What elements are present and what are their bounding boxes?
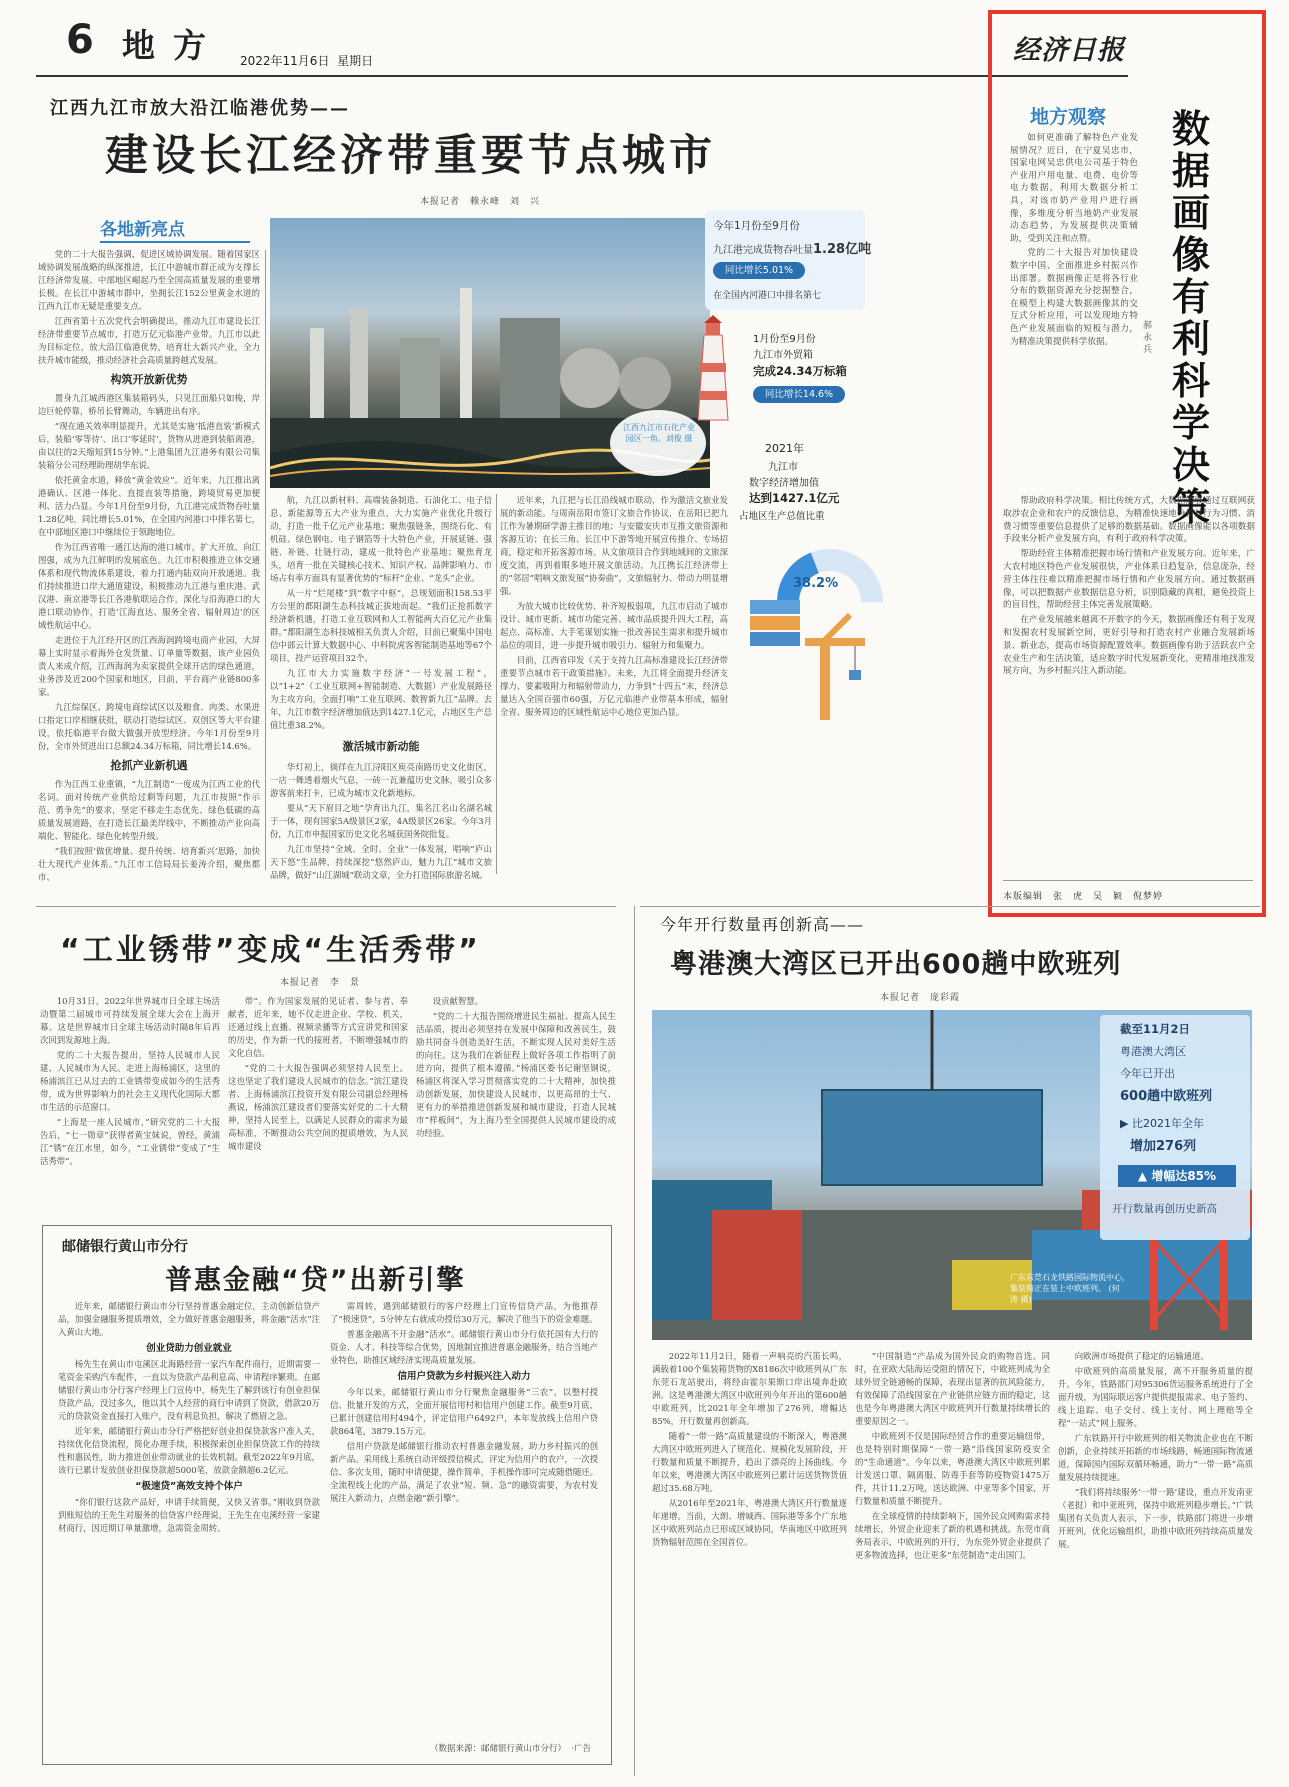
stat3-text3: 占地区生产总值比重: [739, 511, 825, 522]
weekday-text: 星期日: [337, 54, 374, 68]
rustbelt-col3: [416, 995, 616, 1210]
bank-data-source: [430, 1742, 591, 1754]
gba-info-l5: [1118, 1165, 1236, 1187]
up-triangle-icon: ▲: [1137, 1169, 1152, 1183]
jiujiang-byline: 本报记者 赖永峰 刘 兴: [419, 197, 540, 207]
gba-c3-p1: 向欧洲市场提供了稳定的运输通道。: [1074, 1351, 1209, 1361]
gba-c2-p3: 在全球疫情的持续影响下，国外民众网购需求持续增长，外贸企业迎来了新的机遇和挑战。东莞市商务局表示，中欧班列的开行，为东莞外贸企业提供了更多物流选择，也让更多“东莞制造”走出国门。: [855, 1511, 1050, 1560]
observation-body-bottom: [1003, 495, 1255, 875]
rustbelt-c1-p2: 党的二十大报告提出，坚持人民城市人民建、人民城市为人民。走进上海杨浦区，这里的杨浦滨江已从过去的工业锈带变成如今的生活秀带，成为世界影响力的社会主义现代化国际大都市生活的示范窗口。: [40, 1050, 220, 1112]
col3-para-2: 为放大城市比较优势、补齐短板弱项，九江市启动了城市设计、城市更新、城市功能完善、城市品质提升四大工程，高起点、高标准、大手笔谋划实施一批改善民生需求和提升城市品位的项目，进一步提升城市吸引力、辐射力和集聚力。: [500, 601, 728, 650]
gba-photo-caption: 广东东莞石龙铁路国际物流中心，集装箱正在装上中欧班列。 (何 涛 摄): [1010, 1273, 1130, 1304]
gba-c2-p1: “中国制造”产品成为国外民众的购物首选。同时，在亚欧大陆海运受阻的情况下，中欧班列成为全球外贸全链通畅的保障，表现出显著的抗风险能力，有效保障了沿线国家在产业链供应链方面的稳定，这也是今年粤港澳大湾区中欧班列开行数量持续增长的重要原因之一。: [855, 1351, 1050, 1426]
col2-para-1: 航，九江以新材料、高端装备制造、石油化工、电子信息、新能源等五大产业为重点，大力实施产业优化升级行动，打造一批千亿元产业基地；聚焦强链条，围绕石化、有机硅、绿色钢电、电子钢箔等十大特色产业，开展延链、强链、补链、壮链行动，建成一批特色产业基地；聚焦育龙头，培育一批在关键核心技术、知识产权、品牌影响力、市场占有率方面具有显著优势的“标杆”企业、“龙头”企业。: [270, 495, 492, 583]
rule-jiujiang-col1: [265, 250, 266, 870]
bank-c1-p4: “你们银行这款产品好，申请手续简便，又快又省事。”刚收到贷款到账短信的王先生对服务的信贷客户经理说，王先生在屯溪经营一家建材商行，因近期订单量激增，急需资金周转。: [58, 1497, 320, 1533]
rustbelt-col1: [40, 995, 220, 1210]
gba-info-l5-text: 增幅达85%: [1151, 1169, 1217, 1183]
bank-subhead-1: 创业贷助力创业就业: [146, 1343, 232, 1354]
bank-c1-p1: 近年来，邮储银行黄山市分行坚持普惠金融定位，主动创新信贷产品，加强金融服务提质增效，全力做好普惠金融服务，将金融“活水”注入黄山大地。: [58, 1301, 320, 1337]
page-editors: 本版编辑 张 虎 吴 颖 倪梦婷: [1003, 892, 1164, 902]
bank-headline: 普惠金融“贷”出新引擎: [165, 1265, 466, 1296]
bank-c2-p4: 信用户贷款是邮储银行推动农村普惠金融发展、助力乡村振兴的创新产品。采用线上系统自动评级授信模式，评定为信用户的农户，一次授信、多次支用，随时申请便捷，操作简单，手机操作即可完成随借随还。全流程线上化的产品，满足了农业“短、频、急”的融资需要，为农村发展注入新动力，点燃金融“新引擎”。: [330, 1441, 598, 1503]
col1-para-5: 走进位于九江经开区的江西海润跨境电商产业园，大屏幕上实时显示着海外仓发货量、订单量等数据，该产业园负责人来成介绍，江西海润为卖家提供全球开店的绿色通道，业务涉及近200个国家和地区，目前，平台商产业链800多家。: [38, 635, 260, 697]
rustbelt-headline: “工业锈带”变成“生活秀带”: [60, 933, 481, 968]
col2b-para-2: 要从“天下眉目之地”孕育出九江，集名江名山名湖名城于一体，现有国家5A级景区2家，4A级景区26家。今年3月份，九江市申报国家历史文化名城获国务院批复。: [270, 803, 492, 839]
gba-c3-p3: 广东铁路开行中欧班列的相关物流企业也在不断创新，企业持续开拓新的市场线路，畅通国际物流通道，保障国内国际双循环畅通，助力“一带一路”高质量发展持续提速。: [1058, 1433, 1253, 1482]
observation-para-1: 如何更准确了解特色产业发展情况？近日，在宁夏吴忠市，国家电网吴忠供电公司基于特色产业用户用电量、电费、电价等电力数据，利用大数据分析工具，对该市奶产业用户进行画像，多维度分析当地奶产业发展动态趋势，为发展提供决策辅助，受到关注和点赞。: [1010, 133, 1138, 244]
lead-para-2: 江西省第十五次党代会明确提出，推动九江市建设长江经济带重要节点城市，打造万亿元临港产业带。九江市以此为目标定位，放大沿江临港优势，培育壮大新兴产业，全力扶升城市能级，推动经济社会高质量跨越式发展。: [38, 316, 260, 365]
col3-para-1: 近年来，九江把与长江沿线城市联动，作为激活文旅业发展的新动能。与周南岳阳市签订文旅合作协议，在岳阳已把九江作为暑期研学游主推目的地；与安徽安庆市互推文旅资源和客源互访；在长三角、长江中下游等地开展宣传推介、专场招商，稳定和开拓客源市场。从文旅项目合作到地域间的文旅深度交流，再到着眼多地开展文旅活动，九江携长江经济带上的“邻居”唱响文旅发展“协奏曲”，文旅辐射力、带动力明显增强。: [500, 495, 728, 596]
stat3-value: 达到1427.1亿元: [749, 491, 840, 505]
rule-main-gba: [634, 906, 635, 1776]
col1-para-3: 依托黄金水道，释放“黄金效应”。近年来，九江推出离港确认、区港一体化、直提直装等措施，跨境贸易更加便利、活力凸显。今年1月份至9月份，九江港完成货物吞吐量1.28亿吨，同比增长5.01%，在全国内河港口中排名第七，在中部地区港口中继续位于领跑地位。: [38, 475, 260, 537]
stat-block-trade: [745, 320, 867, 410]
paper-logo: 经济日报: [1013, 35, 1125, 66]
bank-c2-p2: 普惠金融离不开金融“活水”。邮储银行黄山市分行依托国有大行的资金、人才、科技等综合优势，因地制宜推进普惠金融服务，结合当地产业特色，助推区域经济实现高质量发展。: [330, 1329, 598, 1365]
col2b-para-1: 华灯初上，徜徉在九江浔阳区庾亮南路历史文化街区，一店一舞透着烟火气息，一砖一瓦兼蕴历史文脉，吸引众多游客前来打卡，已成为城市文化新地标。: [270, 762, 492, 798]
stat2-text: 九江市外贸箱: [753, 350, 813, 361]
bank-c1-p2: 杨先生在黄山市屯溪区北海路经营一家汽车配件商行，近期需要一笔资金采购汽车配件，一直以为贷款产品利息高、申请程序繁琐。在邮储银行黄山市分行客户经理上门宣传中，杨先生了解到该行有创业担保贷款产品，没过多久，他以其个人经营的商行申请到了贷款，借款20万元的贷款资金直接打入账户，没有利息负担，解决了燃眉之急。: [58, 1359, 320, 1421]
gba-headline: 粤港澳大湾区已开出600趟中欧班列: [670, 949, 1122, 980]
lead-para-1: 党的二十大报告强调，促进区域协调发展。随着国家区域协调发展战略的纵深推进，长江中游城市群正成为支撑长江经济带发展、中部地区崛起乃至全国高质量发展的重要增长极。在长江中游城市群中，坐拥长江152公里黄金水道的江西九江市无疑是重要支点。: [38, 249, 260, 311]
gba-c1-p3: 从2016年至2021年，粤港澳大湾区开行数量逐年递增。当前，大朗、增城西、国际港等多个广东地区中欧班列站点已形成区域协同，华南地区中欧班列货物辐射范围在全国首位。: [652, 1498, 847, 1547]
gba-info-l3: [1120, 1115, 1204, 1131]
rustbelt-c1-p3: “上海是一座人民城市，”研究党的二十大报告后，“七一勋章”获得者黄宝妹说，曾经，黄浦江“锈”在江水里，如今，“工业锈带”变成了“生活秀带”。: [40, 1117, 220, 1166]
gba-top-rule: [640, 906, 1260, 907]
bank-c2-p1: 需周转，遇到邮储银行的客户经理上门宣传信贷产品，为他推荐了“极速贷”，5分钟左右就成功授信30万元，解决了他当下的资金难题。: [330, 1301, 598, 1324]
stat1-title: 今年1月份至9月份: [713, 220, 800, 232]
editors-rule: [1003, 880, 1253, 881]
photo-caption: 江西九江市石化产业园区一角。刘俊 摄: [623, 423, 695, 443]
gba-c3-p4: “我们将持续服务‘一带一路’建设，重点开发南亚（老挝）和中亚班列，保持中欧班列稳步增长。”广铁集团有关负责人表示，下一步，铁路部门将进一步增开班列，优化运输组织，助推中欧班列持续高质量发展。: [1058, 1487, 1253, 1549]
rule-jiujiang-col2: [496, 494, 497, 874]
stat1-rank: 在全国内河港口中排名第七: [713, 291, 822, 301]
gba-kicker: 今年开行数量再创新高——: [660, 915, 865, 934]
rustbelt-c2-p2: “党的二十大报告强调必须坚持人民至上。这也坚定了我们建设人民城市的信念。”滨江建设者、上海杨浦滨江投资开发有限公司副总经理杨燕说，杨浦滨江建设者们要落实好党的二十大精神，坚持人民至上，以满足人民群众的需求为最高标准，不断推动公共空间的提质增效，为人民城市建设: [228, 1063, 408, 1151]
bank-ad-mark: ·广告: [571, 1744, 592, 1754]
jiujiang-col2: [270, 494, 492, 880]
gba-info-l3-text: 比2021年全年: [1131, 1117, 1204, 1130]
page-number: 6: [66, 17, 94, 63]
jiujiang-headline: 建设长江经济带重要节点城市: [105, 131, 716, 181]
col1b-para-1: 作为江西工业重镇，“九江制造”一度成为江西工业的代名词。面对传统产业供给过剩等问题，九江市按照“作示范、勇争先”的要求，坚定不移走生态优先、绿色低碳的高质量发展道路，在打造长江最美岸线中，不断推动产业向高端化、智能化、绿色化转型升级。: [38, 779, 260, 841]
gba-col3: [1058, 1350, 1253, 1775]
gba-info-l6: 开行数量再创历史新高: [1112, 1203, 1217, 1215]
rustbelt-top-rule: [36, 906, 616, 907]
subhead-open: 构筑开放新优势: [110, 373, 188, 386]
observation-para-2: 党的二十大报告对加快建设数字中国、全面推进乡村振兴作出部署。数据画像正是将各行业分布的数据资源充分挖掘整合，在模型上构建大数据画像其的交互式分析应用，可以发现地方特色产业发展面临的短板与潜力，为精准决策提供科学依据。: [1010, 248, 1138, 347]
observation-para-5: 在产业发展越来越离不开数字的今天，数据画像还有利于发现和发掘农村发展新空间，更好引导和打造农村产业融合发展新场景、新业态，提高市场资源配置效率。数据画像有助于活跃农户全农业生产和生活决策，适应数字时代发展新变化，更精准地找准发展方向，为乡村振兴注入新动能。: [1003, 615, 1255, 677]
col3-para-3: 目前，江西省印发《关于支持九江高标准建设长江经济带重要节点城市若干政策措施》。未来，九江将全面提升经济支撑力、要素吸附力和辐射带动力，力争到“十四五”末，经济总量达入全国百强市60强，万亿元临港产业带基本形成，辐射全省、服务周边的区域性航运中心地位更加凸显。: [500, 655, 728, 717]
col1-para-4: 作为江西省唯一通江达海的港口城市，扩大开放、向江图强，成为九江鲜明的发展底色。九江市积极推进立体交通体系和现代物流体系建设，着力打通内陆双向开放通道。我们持续推进口岸大通道建设，积极推动九江港与重庆港、武汉港、南京港等长江各港航联运合作，深化与沿海港口的大港口联动协作，打造‘江海直达、服务全省、辐射周边’的区域性航运中心。: [38, 542, 260, 630]
bank-col2: [330, 1300, 598, 1740]
arrow-icon: ▶: [1120, 1117, 1132, 1130]
stat1-value: 1.28亿吨: [813, 242, 872, 257]
stat2-title: 1月份至9月份: [753, 334, 816, 345]
stat1-text: 九江港完成货物吞吐量: [713, 245, 813, 256]
stat3-title: 2021年: [765, 442, 804, 455]
jiujiang-col3: [500, 494, 728, 874]
column-tag-text: 各地新亮点: [100, 220, 185, 240]
bank-kicker: 邮储银行黄山市分行: [62, 1239, 188, 1255]
bank-subhead-3: 信用户贷款为乡村振兴注入动力: [397, 1371, 531, 1382]
col2-para-2: 从一片“烂尾楼”到“数字中枢”，总规划面积158.53平方公里的都阳湖生态科技城正拔地而起。“我们正抢抓数字经济新机遇，打造工业互联网和人工智能两大百亿元产业集群。”都阳湖生态科技城相关负责人介绍，目前已聚集中国电信中部云计算大数据中心、中科院虎客智能制造基地等67个项目，投产运营项目32个。: [270, 588, 492, 663]
subhead-industry: 抢抓产业新机遇: [110, 759, 188, 772]
col2-para-3: 九江市大力实施数字经济“一号发展工程”，以“1+2”（工业互联网+智能制造、大数据）产业发展路径为主攻方向，全面打响“工业互联网、数智新九江”品牌。去年，九江市数字经济增加值达到1427.1亿元，占地区生产总值比重38.2%。: [270, 668, 492, 730]
gba-info-l1: 今年已开出: [1120, 1067, 1175, 1080]
bank-c2-p3: 今年以来，邮储银行黄山市分行聚焦金融服务“三农”，以整村授信、批量开发的方式，全面开展信用村和信用户创建工作。截至9月底，已累计创建信用村494个，评定信用户6492户，本年发放线上信用户贷款864笔，3879.15万元。: [330, 1387, 598, 1436]
stat2-value: 完成24.34万标箱: [753, 364, 847, 378]
observation-para-3: 帮助政府科学决策。相比传统方式，大数据能够通过互联网获取涉农企业和农户的反馈信息，为精准快速地分析其行为习惯、消费习惯等重要信息提供了足够的数据基础。数据画像能以各项数据手段来分析产业发展方向，有利于政府科学决策。: [1003, 496, 1255, 545]
subhead-city: 激活城市新动能: [342, 740, 420, 753]
stat1-label: [713, 238, 871, 257]
col2b-para-3: 九江市坚持“全域、全时、全业”一体发展，唱响“庐山天下悠”生品牌，持续深挖“悠然庐山，魅力九江”城市文旅品牌，做好“山江湖城”联动文章，全力打造国际旅游名城。: [270, 844, 492, 880]
gba-c1-p1: 2022年11月2日，随着一声响亮的汽笛长鸣，满载着100个集装箱货物的X8186次中欧班列从广东东莞石龙站驶出，将经由霍尔果斯口岸出境奔赴欧洲。这是粤港澳大湾区中欧班列今年开出的第600趟中欧班列，比2021年全年增加了276列，增幅达85%，开行数量再创新高。: [652, 1351, 847, 1426]
bank-c1-p3: 近年来，邮储银行黄山市分行严格把好创业担保贷款客户准入关，持续优化信贷流程，简化办理手续，积极探索创业担保贷款工作的持续性和惠民性，助力推进创业带动就业的长效机制。截至2022年9月底，该行已累计发放创业担保贷款超5000笔，放款金额超6.2亿元。: [58, 1426, 320, 1475]
gba-info-panel: [1100, 1015, 1250, 1240]
harbor-crane-icon: [800, 610, 870, 720]
rustbelt-col2: [228, 995, 408, 1210]
gba-info-l4: 增加276列: [1130, 1139, 1197, 1154]
gba-c3-p2: 中欧班列的高质量发展，离不开服务质量的提升。今年，铁路部门对95306货运服务系统进行了全面升级，为国际联运客户提供提报需求、电子签约、线上追踪、电子交付、线上支付、网上理赔等全程“一站式”网上服务。: [1058, 1366, 1253, 1428]
date-text: 2022年11月6日: [240, 54, 330, 68]
gba-c2-p2: 中欧班列不仅是国际经贸合作的重要运输纽带，也是特别时期保障“一带一路”沿线国家防疫安全的“生命通道”。今年以来，粤港澳大湾区中欧班列累计发送口罩、隔离服、防毒手套等防疫物资1475万件，共计11.2万吨，送达欧洲、中亚等多个国家，开行数量和质量不断提升。: [855, 1431, 1050, 1506]
stat3-percent: 38.2%: [793, 576, 839, 591]
section-name: 地方: [122, 26, 224, 65]
observation-tag: 地方观察: [1030, 106, 1107, 128]
container-stack-icon: [745, 570, 805, 650]
stat2-growth: 同比增长14.6%: [753, 386, 845, 403]
bank-col1: [58, 1300, 320, 1755]
column-tag: [100, 215, 250, 243]
observation-body-top: [1010, 132, 1138, 484]
gba-byline: 本报记者 庞彩霞: [879, 993, 960, 1003]
gba-col2: [855, 1350, 1050, 1775]
col1-para-1: 置身九江城西港区集装箱码头，只见江面船只如梭，岸边巨轮停靠，桥吊长臂舞动，车辆进出有序。: [38, 393, 260, 416]
col1b-para-2: “我们按照‘做优增量、提升传统、培育新兴’思路，加快壮大现代产业体系。”九江市工信局局长姜涛介绍，聚焦都市、: [38, 846, 260, 882]
stat-block-port: [705, 210, 872, 310]
bank-subhead-2: “极速贷”高效支持个体户: [135, 1481, 243, 1492]
gba-col1: [652, 1350, 847, 1775]
jiujiang-col1: [38, 248, 260, 882]
rustbelt-c2-p1: 带”。作为国家发展的见证者、参与者、奉献者，近年来，她不仅走进企业、学校、机关，还通过线上直播、视频录播等方式宣讲党和国家的历史，作为新一代的接班者，不断增强城市的文化自信。: [228, 996, 408, 1058]
gba-c1-p2: 随着“一带一路”高质量建设的不断深入，粤港澳大湾区中欧班列进入了规范化、规模化发展阶段，开行数量和质量不断提升，趋出了漂亮的上扬曲线。今年以来，粤港澳大湾区中欧班列已累计运送货物货值超过35.68万吨。: [652, 1431, 847, 1493]
stat3-text1: 九江市: [768, 462, 798, 473]
gba-info-date: 截至11月2日: [1120, 1022, 1191, 1036]
col1-para-2: “现在通关效率明显提升，尤其是实施‘抵港直装’新模式后，装船‘零等待’、出口‘零延时’，货物从进港到装船离港，由以往的2天缩短到15分钟。”上港集团九江港务有限公司集装箱分公司经理助理胡华东说。: [38, 421, 260, 470]
observation-title: 数据画像有利科学决策: [1171, 107, 1210, 529]
rustbelt-byline: 本报记者 李 景: [279, 978, 360, 988]
stat3-text2: 数字经济增加值: [749, 478, 819, 489]
col1-para-6: 九江综保区、跨境电商综试区以及粮食、肉类、水果进口指定口岸相继获批，联动打造综试区、双创区等大平台建设，依托临港平台做大做强开放型经济。今年1月份至9月份，全市外贸进出口总额24.34万标箱，同比增长14.6%。: [38, 702, 260, 751]
gba-info-region: 粤港澳大湾区: [1120, 1045, 1186, 1058]
rustbelt-c1-p1: 10月31日，2022年世界城市日全球主场活动暨第二届城市可持续发展全球大会在上海开幕。这是世界城市日全球主场活动时隔8年后再次回到发源地上海。: [40, 996, 220, 1045]
masthead-rule: [36, 75, 1128, 77]
observation-author: 郝永兵: [1143, 321, 1153, 355]
rustbelt-c3-p1: 设贡献智慧。: [432, 996, 484, 1006]
issue-date: [240, 52, 373, 69]
lighthouse-icon: [690, 315, 736, 425]
jiujiang-kicker: 江西九江市放大沿江临港优势——: [50, 98, 350, 119]
bank-note: （数据来源：邮储银行黄山市分行）: [430, 1744, 567, 1754]
observation-para-4: 帮助经营主体精准把握市场行情和产业发展方向。近年来，广大农村地区特色产业发展很快，产业体系日趋复杂，信息庞杂，经营主体往往难以精准把握市场行情和产业发展方向。通过数据画像，可以把数据产业数据信息分析，识别隐藏的真相，避免投资上的盲目性，帮助经营主体完善发展策略。: [1003, 549, 1255, 611]
stat1-growth: 同比增长5.01%: [713, 262, 805, 279]
gba-info-l2: 600趟中欧班列: [1120, 1089, 1213, 1104]
rustbelt-c3-p2: “党的二十大报告围绕增进民生福祉、提高人民生活品质，提出必须坚持在发展中保障和改善民生，鼓励共同奋斗创造美好生活，不断实现人民对美好生活的向往。这为我们在新征程上做好各项工作指明了前进方向，提供了根本遵循。”杨浦区委书记谢坚钢说，杨浦区将深入学习贯彻落实党的二十大精神，加快推动创新发展，加快建设人民城市，以更高昂的士气、更有力的举措推进创新发展和城市建设，打造人民城市“样板间”，为上海乃至全国提供人民城市建设的成功经验。: [416, 1011, 616, 1138]
